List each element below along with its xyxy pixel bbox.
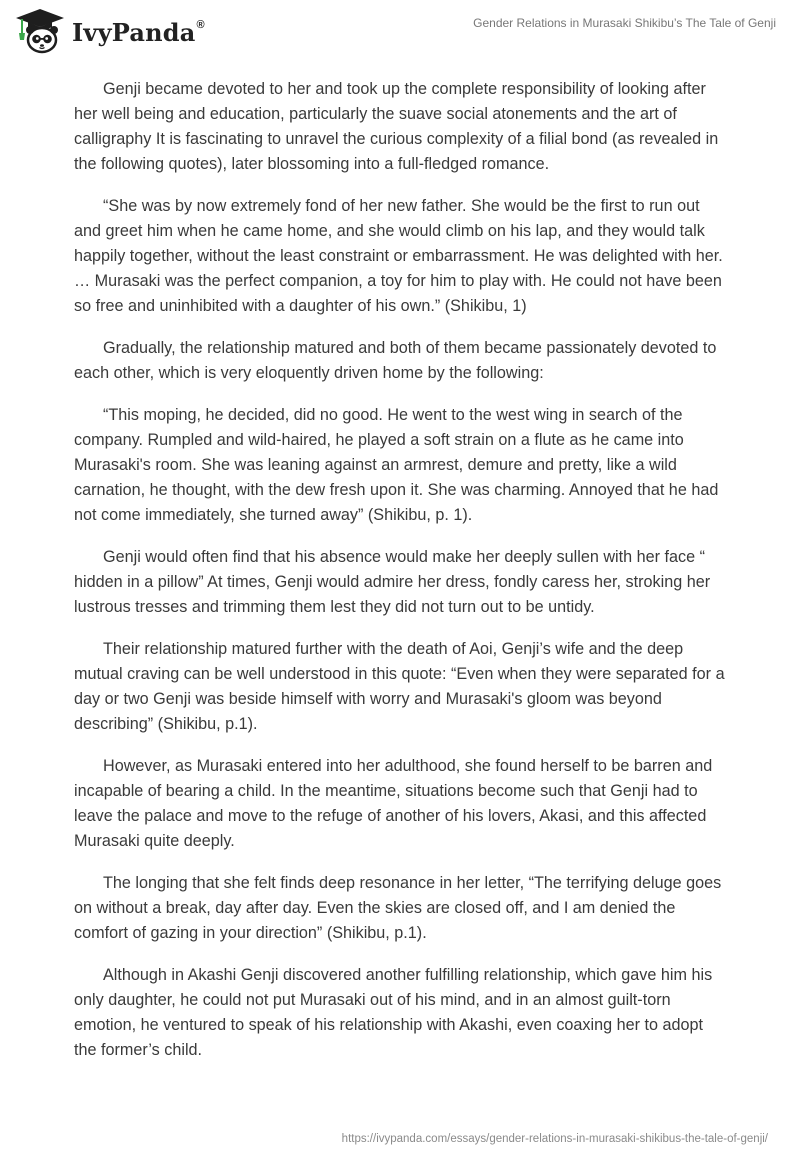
paragraph: Genji became devoted to her and took up the complete responsibility of looking after her well being and education, particularly the suave social atonements and the art of calligraphy It is fascinating to unravel the curious complexity of a filial bond (as revealed in the following quotes), later blossoming into a full-fledged romance.: [74, 80, 719, 173]
paragraph: Their relationship matured further with the death of Aoi, Genji’s wife and the deep mutual craving can be well understood in this quote: “Even when they were separated for a day or two Genji was beside himself with worry and Murasaki's gloom was beyond describing” (Shikibu, p.1).: [74, 640, 725, 733]
paragraph: Gradually, the relationship matured and both of them became passionately devoted to each other, which is very eloquently driven home by the following:: [74, 339, 717, 382]
page-header: [0, 0, 800, 62]
paragraph: Although in Akashi Genji discovered another fulfilling relationship, which gave him his only daughter, he could not put Murasaki out of his mind, and in an almost guilt-torn emotion, he ventured to speak of his relationship with Akashi, even coaxing her to adopt the former’s child.: [74, 966, 713, 1059]
source-url[interactable]: https://ivypanda.com/essays/gender-relations-in-murasaki-shikibus-the-tale-of-genji/: [341, 1133, 768, 1145]
ivypanda-logo[interactable]: [14, 8, 205, 54]
paragraph: However, as Murasaki entered into her adulthood, she found herself to be barren and incapable of bearing a child. In the meantime, situations become such that Genji had to leave the palace and move to the refuge of another of his lovers, Akasi, and this affected Murasaki quite deeply.: [74, 757, 713, 850]
paragraph: “She was by now extremely fond of her new father. She would be the first to run out and greet him when he came home, and she would climb on his lap, and they would talk happily together, without the least constraint or embarrassment. He was delighted with her. … Murasaki was the perfect companion, a toy for him to play with. He could not have been so free and uninhibited with a daughter of his own.” (Shikibu, 1): [74, 197, 723, 315]
document-title: Gender Relations in Murasaki Shikibu’s The Tale of Genji: [473, 16, 776, 30]
paragraph: “This moping, he decided, did no good. He went to the west wing in search of the company. Rumpled and wild-haired, he played a soft strain on a flute as he came into Murasaki's room. She was leaning against an armrest, demure and pretty, like a wild carnation, he thought, with the dew fresh upon it. She was charming. Annoyed that he had not come immediately, she turned away” (Shikibu, p. 1).: [74, 406, 719, 524]
essay-body: [74, 77, 726, 1080]
registered-mark: ®: [196, 18, 205, 31]
paragraph: Genji would often find that his absence would make her deeply sullen with her face “ hidden in a pillow” At times, Genji would admire her dress, fondly caress her, stroking her lustrous tresses and trimming them lest they did not turn out to be untidy.: [74, 548, 711, 616]
brand-name: [72, 18, 205, 47]
paragraph: The longing that she felt finds deep resonance in her letter, “The terrifying deluge goes on without a break, day after day. Even the skies are closed off, and I am denied the comfort of gazing in your direction” (Shikibu, p.1).: [74, 874, 722, 942]
brand-text: IvyPanda: [72, 17, 196, 47]
panda-graduate-icon: [14, 8, 66, 54]
